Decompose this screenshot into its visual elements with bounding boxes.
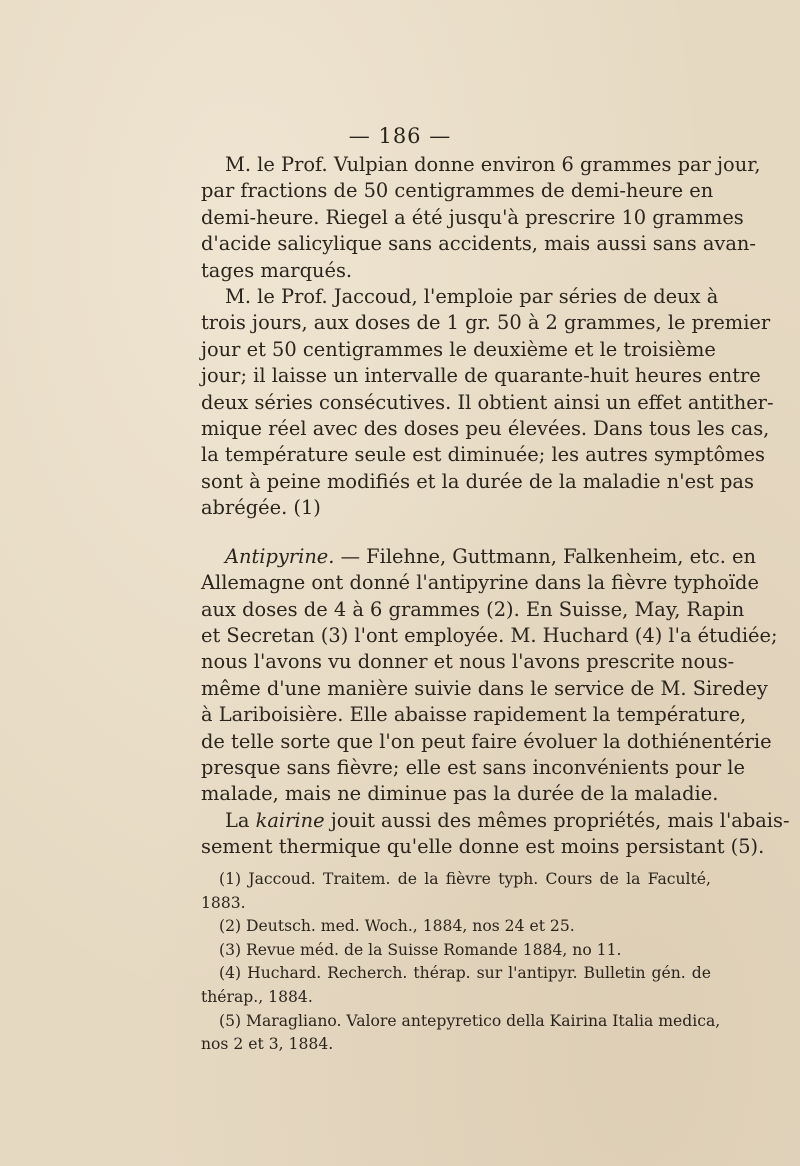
paragraph-kairine (201, 808, 790, 861)
footnote-5 (201, 1010, 721, 1057)
text-line: abrégée. (1) (201, 496, 321, 520)
paragraph-vulpian (201, 152, 761, 284)
text-line: d'acide salicylique sans accidents, mais aussi sans avan- (201, 232, 756, 256)
text-line: tages marqués. (201, 258, 353, 282)
body-text (201, 152, 790, 861)
text-line: malade, mais ne diminue pas la durée de la maladie. (201, 782, 719, 806)
text-line: sement thermique qu'elle donne est moins persistant (5). (201, 835, 765, 859)
footnote-line: (5) Maragliano. Valore antepyretico della Kairina Italia medica, (219, 1011, 721, 1030)
text-line: de telle sorte que l'on peut faire évoluer la dothiénentérie (201, 729, 772, 753)
term-kairine: kairine (255, 808, 325, 832)
footnote-1 (201, 868, 711, 915)
text-line: sont à peine modifiés et la durée de la maladie n'est pas (201, 469, 754, 493)
text-line: presque sans fièvre; elle est sans inconvénients pour le (201, 755, 745, 779)
paragraph-antipyrine (201, 544, 778, 808)
text-line: même d'une manière suivie dans le service de M. Siredey (201, 676, 768, 700)
text-line-rest: — Filehne, Guttmann, Falkenheim, etc. en (334, 544, 757, 568)
text-line (201, 808, 790, 834)
footnote-line: nos 2 et 3, 1884. (201, 1035, 334, 1054)
text-line: à Lariboisière. Elle abaisse rapidement la température, (201, 703, 747, 727)
text-line: aux doses de 4 à 6 grammes (2). En Suisse, May, Rapin (201, 597, 745, 621)
footnote-line: thérap., 1884. (201, 987, 313, 1006)
text-line: la température seule est diminuée; les autres symptômes (201, 443, 765, 467)
text-line: trois jours, aux doses de 1 gr. 50 à 2 grammes, le premier (201, 311, 771, 335)
heading-antipyrine: Antipyrine. (225, 544, 335, 568)
footnote-3 (201, 939, 711, 963)
text-line: mique réel avec des doses peu élevées. Dans tous les cas, (201, 417, 770, 441)
text-line: jour et 50 centigrammes le deuxième et le troisième (201, 337, 716, 361)
paragraph-jaccoud (201, 284, 774, 522)
footnote-4 (201, 962, 711, 1009)
text-line: par fractions de 50 centigrammes de demi-heure en (201, 179, 714, 203)
footnotes (201, 868, 721, 1057)
text-line: jour; il laisse un intervalle de quarante-huit heures entre (201, 364, 761, 388)
text-line (201, 544, 757, 570)
footnote-line: (4) Huchard. Recherch. thérap. sur l'antipyr. Bulletin gén. de (219, 964, 711, 983)
footnote-2 (201, 915, 711, 939)
text-line: Allemagne ont donné l'antipyrine dans la fièvre typhoïde (201, 571, 759, 595)
page-number: — 186 — (348, 124, 452, 148)
footnote-line: (2) Deutsch. med. Woch., 1884, nos 24 et 25. (219, 917, 575, 936)
footnote-line: (3) Revue méd. de la Suisse Romande 1884, no 11. (219, 940, 622, 959)
text-line: et Secretan (3) l'ont employée. M. Huchard (4) l'a étudiée; (201, 623, 778, 647)
text-line: deux séries consécutives. Il obtient ainsi un effet antither- (201, 390, 774, 414)
text-line: M. le Prof. Vulpian donne environ 6 grammes par jour, (225, 153, 761, 176)
text-line-rest: jouit aussi des mêmes propriétés, mais l'abais- (324, 808, 790, 832)
footnote-line: (1) Jaccoud. Traitem. de la fièvre typh. Cours de la Faculté, (219, 870, 711, 888)
text-line-pre: La (225, 808, 256, 832)
text-line: nous l'avons vu donner et nous l'avons prescrite nous- (201, 650, 735, 674)
text-line: M. le Prof. Jaccoud, l'emploie par séries de deux à (225, 285, 719, 309)
paragraph-gap (201, 522, 711, 544)
footnote-line: 1883. (201, 893, 246, 912)
text-line: demi-heure. Riegel a été jusqu'à prescrire 10 grammes (201, 205, 744, 229)
